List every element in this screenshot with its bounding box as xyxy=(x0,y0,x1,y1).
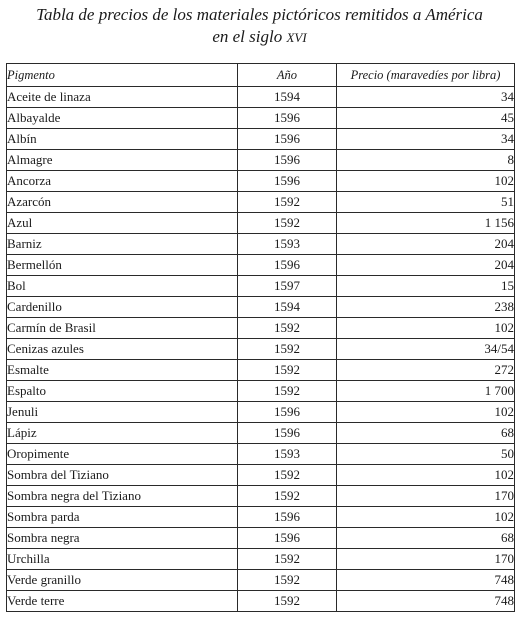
cell-price: 102 xyxy=(337,507,515,528)
table-row xyxy=(7,108,515,129)
table-row xyxy=(7,402,515,423)
cell-price: 34 xyxy=(337,87,515,108)
cell-price: 68 xyxy=(337,423,515,444)
table-row xyxy=(7,570,515,591)
cell-pigment: Bermellón xyxy=(7,255,238,276)
cell-price: 204 xyxy=(337,255,515,276)
table-row xyxy=(7,234,515,255)
cell-price: 170 xyxy=(337,549,515,570)
title-line-2 xyxy=(0,26,519,49)
table-row xyxy=(7,444,515,465)
cell-pigment: Albín xyxy=(7,129,238,150)
cell-price: 15 xyxy=(337,276,515,297)
table-row xyxy=(7,528,515,549)
cell-year: 1596 xyxy=(238,402,337,423)
cell-pigment: Bol xyxy=(7,276,238,297)
cell-price: 102 xyxy=(337,402,515,423)
table-row xyxy=(7,381,515,402)
table-row xyxy=(7,591,515,612)
cell-price: 45 xyxy=(337,108,515,129)
title-century: XVI xyxy=(286,30,307,45)
cell-pigment: Oropimente xyxy=(7,444,238,465)
table-row xyxy=(7,87,515,108)
cell-price: 102 xyxy=(337,465,515,486)
cell-year: 1596 xyxy=(238,423,337,444)
cell-pigment: Albayalde xyxy=(7,108,238,129)
cell-pigment: Cenizas azules xyxy=(7,339,238,360)
cell-pigment: Jenuli xyxy=(7,402,238,423)
cell-price: 51 xyxy=(337,192,515,213)
cell-price: 1 156 xyxy=(337,213,515,234)
cell-price: 34/54 xyxy=(337,339,515,360)
cell-year: 1596 xyxy=(238,150,337,171)
cell-pigment: Sombra parda xyxy=(7,507,238,528)
cell-year: 1592 xyxy=(238,192,337,213)
cell-price: 34 xyxy=(337,129,515,150)
cell-year: 1593 xyxy=(238,234,337,255)
cell-price: 748 xyxy=(337,591,515,612)
cell-year: 1592 xyxy=(238,381,337,402)
cell-price: 1 700 xyxy=(337,381,515,402)
cell-pigment: Azarcón xyxy=(7,192,238,213)
table-row xyxy=(7,150,515,171)
table-row xyxy=(7,318,515,339)
cell-year: 1596 xyxy=(238,255,337,276)
table-row xyxy=(7,360,515,381)
table-row xyxy=(7,213,515,234)
cell-year: 1592 xyxy=(238,360,337,381)
cell-pigment: Aceite de linaza xyxy=(7,87,238,108)
cell-pigment: Espalto xyxy=(7,381,238,402)
cell-pigment: Verde terre xyxy=(7,591,238,612)
cell-pigment: Azul xyxy=(7,213,238,234)
column-header-pigment: Pigmento xyxy=(7,64,238,87)
title-line-1: Tabla de precios de los materiales pictóricos remitidos a América xyxy=(36,5,483,24)
table-row xyxy=(7,297,515,318)
cell-pigment: Almagre xyxy=(7,150,238,171)
cell-year: 1592 xyxy=(238,570,337,591)
cell-pigment: Lápiz xyxy=(7,423,238,444)
cell-year: 1592 xyxy=(238,465,337,486)
cell-year: 1596 xyxy=(238,171,337,192)
table-row xyxy=(7,423,515,444)
table-row xyxy=(7,486,515,507)
cell-pigment: Cardenillo xyxy=(7,297,238,318)
cell-year: 1592 xyxy=(238,486,337,507)
cell-pigment: Urchilla xyxy=(7,549,238,570)
cell-pigment: Carmín de Brasil xyxy=(7,318,238,339)
cell-year: 1592 xyxy=(238,591,337,612)
table-row xyxy=(7,171,515,192)
table-row xyxy=(7,507,515,528)
cell-price: 170 xyxy=(337,486,515,507)
cell-year: 1594 xyxy=(238,87,337,108)
table-row xyxy=(7,192,515,213)
cell-year: 1596 xyxy=(238,129,337,150)
cell-year: 1596 xyxy=(238,108,337,129)
cell-year: 1596 xyxy=(238,528,337,549)
cell-pigment: Verde granillo xyxy=(7,570,238,591)
cell-year: 1594 xyxy=(238,297,337,318)
cell-pigment: Ancorza xyxy=(7,171,238,192)
cell-year: 1597 xyxy=(238,276,337,297)
cell-price: 238 xyxy=(337,297,515,318)
cell-year: 1592 xyxy=(238,339,337,360)
cell-pigment: Esmalte xyxy=(7,360,238,381)
cell-year: 1592 xyxy=(238,549,337,570)
cell-price: 50 xyxy=(337,444,515,465)
title-line-2-prefix: en el siglo xyxy=(212,27,287,46)
cell-price: 204 xyxy=(337,234,515,255)
cell-year: 1596 xyxy=(238,507,337,528)
table-row xyxy=(7,339,515,360)
cell-price: 102 xyxy=(337,171,515,192)
header-row xyxy=(7,64,515,87)
cell-year: 1592 xyxy=(238,318,337,339)
cell-price: 68 xyxy=(337,528,515,549)
column-header-year: Año xyxy=(238,64,337,87)
table-row xyxy=(7,276,515,297)
cell-year: 1592 xyxy=(238,213,337,234)
cell-pigment: Sombra negra xyxy=(7,528,238,549)
cell-pigment: Barniz xyxy=(7,234,238,255)
table-row xyxy=(7,255,515,276)
table-row xyxy=(7,549,515,570)
cell-pigment: Sombra negra del Tiziano xyxy=(7,486,238,507)
table-title xyxy=(0,4,519,49)
cell-year: 1593 xyxy=(238,444,337,465)
cell-price: 748 xyxy=(337,570,515,591)
pigment-price-table xyxy=(6,63,515,612)
table-row xyxy=(7,129,515,150)
cell-price: 8 xyxy=(337,150,515,171)
cell-pigment: Sombra del Tiziano xyxy=(7,465,238,486)
cell-price: 272 xyxy=(337,360,515,381)
cell-price: 102 xyxy=(337,318,515,339)
column-header-price: Precio (maravedíes por libra) xyxy=(337,64,515,87)
table-row xyxy=(7,465,515,486)
